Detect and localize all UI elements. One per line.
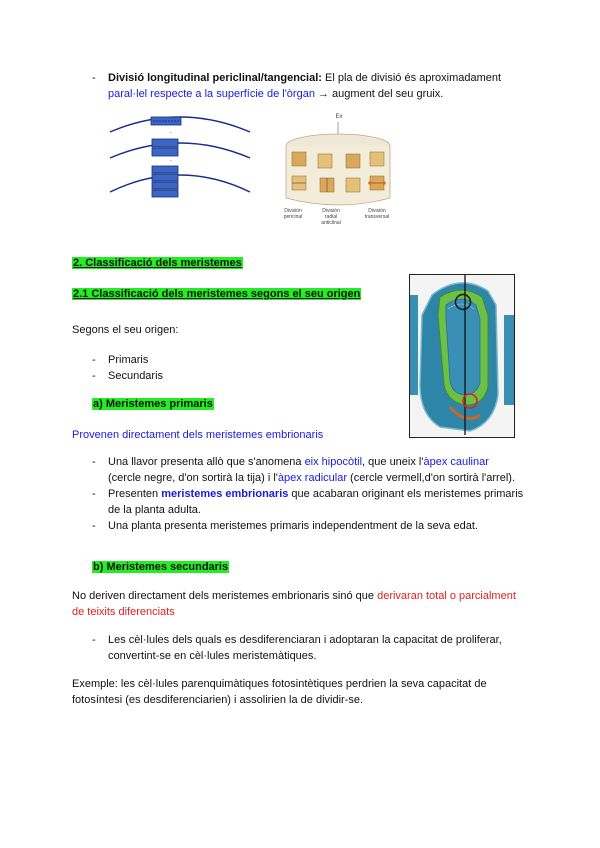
division-paragraph	[108, 70, 528, 102]
primaris-bullet-3: Una planta presenta meristemes primaris independentment de la seva edat.	[108, 520, 478, 532]
periclinal-arcs-figure	[106, 108, 254, 200]
primaris-bullet-1: Una llavor presenta allò que s'anomena eix hipocòtil, que uneix l'àpex caulinar (cercle negre, d'on sortirà la tija) i l'àpex radicular (cercle vermell,d'on sortirà l'arrel).	[108, 456, 516, 484]
division-planes-figure	[278, 112, 396, 228]
bullet-dash: -	[92, 520, 96, 532]
caption-transversal: División transversal	[364, 208, 390, 220]
bullet-dash: -	[92, 370, 96, 382]
bullet-dash: -	[92, 456, 96, 468]
cell-b2	[152, 148, 178, 156]
axis-label: Ex	[335, 114, 343, 120]
cell-b1	[152, 139, 178, 147]
shoot-apex-term: àpex caulinar	[423, 456, 489, 468]
list-item-secundaris: Secundaris	[108, 370, 164, 382]
seed-embryo-image	[410, 275, 514, 437]
caption-periclinal: División pericinal	[283, 208, 303, 220]
origin-intro: Segons el seu origen:	[72, 324, 179, 336]
list-item-primaris: Primaris	[108, 354, 149, 366]
svg-text:-: -	[170, 130, 172, 136]
division-text: El pla de divisió és aproximadament	[324, 72, 502, 84]
primaris-bullet-2: Presenten meristemes embrionaris que acabaran originant els meristemes primaris de la planta adulta.	[108, 488, 524, 516]
hypocotyl-axis-term: eix hipocòtil	[304, 456, 363, 468]
embryonic-meristems-term: meristemes embrionaris	[161, 488, 289, 500]
caption-radial: División radial anticlinal	[321, 208, 341, 226]
secundaris-heading: b) Meristemes secundaris	[93, 561, 229, 573]
division-highlight: paral·lel respecte a la superfície de l'òrgan	[108, 88, 315, 100]
cell-c4	[152, 190, 178, 197]
cell-c1	[152, 166, 178, 173]
secundaris-paragraph: No deriven directament dels meristemes embrionaris sinó que derivaran total o parcialment de teixits diferenciats	[72, 590, 516, 618]
primaris-heading: a) Meristemes primaris	[93, 398, 213, 410]
arc-2	[110, 143, 250, 158]
division-result: → augment del seu gruix.	[318, 88, 444, 100]
secundaris-bullet: Les cèl·lules dels quals es desdiferenciaran i adoptaran la capacitat de proliferar, convertint-se en cèl·lules meristemàtiques.	[108, 634, 502, 662]
cell-c3	[152, 182, 178, 189]
division-title: Divisió longitudinal periclinal/tangencial:	[108, 72, 322, 84]
cell-c2	[152, 174, 178, 181]
differentiated-tissues-term: de teixits diferenciats	[72, 606, 175, 618]
section-heading: 2. Classificació dels meristemes	[73, 257, 242, 269]
derivation-term: derivaran total o parcialment	[377, 590, 516, 602]
bullet-dash: -	[92, 488, 96, 500]
cylinder-diagram	[278, 112, 396, 212]
bullet-dash: -	[92, 634, 96, 646]
subsection-heading: 2.1 Classificació dels meristemes segons el seu origen	[73, 288, 361, 300]
arc-3	[110, 175, 250, 192]
bullet-dash: -	[92, 72, 96, 84]
seed-micrograph	[409, 274, 515, 438]
root-apex-term: àpex radicular	[277, 472, 347, 484]
svg-text:-: -	[170, 158, 172, 164]
bullet-dash: -	[92, 354, 96, 366]
example-paragraph: Exemple: les cèl·lules parenquimàtiques fotosintètiques perdrien la seva capacitat de fotosíntesi (es desdiferenciarien) i assolirien la de dividir-se.	[72, 678, 487, 706]
primaris-origin: Provenen directament dels meristemes embrionaris	[72, 429, 324, 441]
